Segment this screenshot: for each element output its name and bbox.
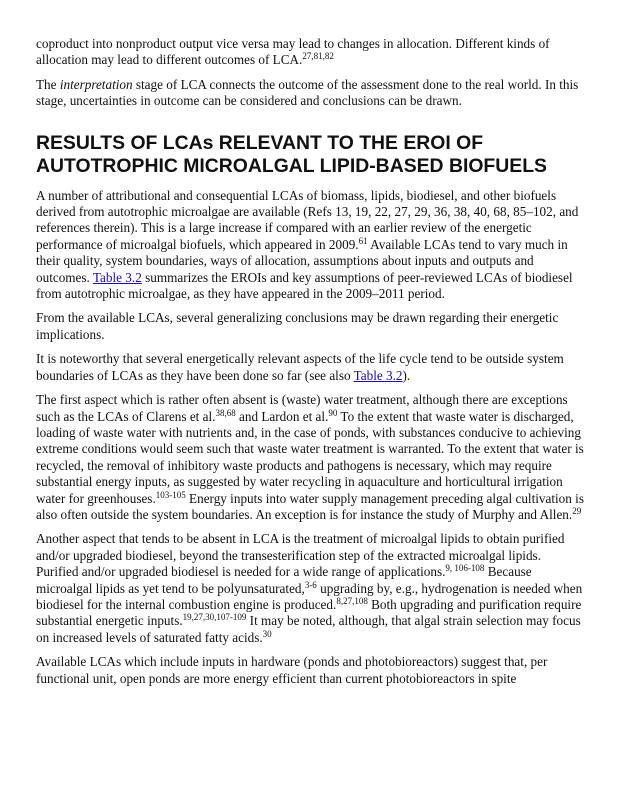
paragraph-text: coproduct into nonproduct output vice versa may lead to changes in allocation. Different kinds of allocation may lead to different outcomes of LCA. [36,36,550,68]
citation: 29 [572,505,582,516]
section-heading: RESULTS OF LCAs RELEVANT TO THE EROI OF AUTOTROPHIC MICROALGAL LIPID-BASED BIOFUELS [36,131,547,177]
citation: 8,27,108 [336,595,368,606]
paragraph-text: Available LCAs tend to vary much in their quality, system boundaries, ways of allocation, assumptions about inputs and outputs and outcomes. [36,236,568,285]
citation: 19,27,30,107-109 [182,612,247,623]
paragraph-text: To the extent that waste water is discharged, loading of waste water with nutrients and, in the case of ponds, with substances conducive to achieving extreme conditions would seem such that waste water treatment is warranted. To the extent that water is recycled, the removal of inhibitory waste products and pathogens is necessary, which may require substantial energy inputs, as suggested by water recycling in aquaculture and horticultural irrigation water for greenhouses. [36,408,584,506]
paragraph-conclusions: From the available LCAs, several generalizing conclusions may be drawn regarding their energetic implications. [36,310,559,342]
paragraph-text: Because microalgal lipids as yet tend to be polyunsaturated, [36,564,532,596]
citation: 27,81,82 [302,51,334,62]
paragraph-text: ). [402,367,411,383]
document-page [36,36,584,695]
citation: 103-105 [155,489,186,500]
paragraph-water-treatment [36,392,584,523]
table-3-2-link[interactable]: Table 3.2 [353,367,403,383]
paragraph-text: A number of attributional and consequential LCAs of biomass, lipids, biodiesel, and other biofuels derived from autotrophic microalgae are available (Refs 13, 19, 22, 27, 29, 36, 38, 40, 68, 85–102, and references therein). This is a large increase if compared with an earlier review of the energetic performance of microalgal biofuels, which appeared in 2009. [36,187,579,252]
paragraph-text: It is noteworthy that several energetically relevant aspects of the life cycle tend to be outside system boundaries of LCAs as they have been done so far (see also [36,351,564,383]
paragraph-available-lcas [36,188,584,303]
paragraph-text: It may be noted, although, that algal strain selection may focus on increased levels of saturated fatty acids. [36,613,581,645]
paragraph-system-boundaries [36,351,584,384]
emphasis-interpretation: interpretation [59,76,133,92]
paragraph-hardware-inputs: Available LCAs which include inputs in hardware (ponds and photobioreactors) suggest that, per functional unit, open ponds are more energy efficient than current photobioreactors in spite [36,654,548,686]
citation: 90 [328,407,338,418]
citation: 30 [262,628,272,639]
paragraph-text: The first aspect which is rather often absent is (waste) water treatment, although there are exceptions such as the LCAs of Clarens et al. [36,392,568,424]
citation: 61 [358,235,368,246]
paragraph-text: Another aspect that tends to be absent in LCA is the treatment of microalgal lipids to obtain purified and/or upgraded biodiesel, beyond the transesterification step of the extracted microalgal lipids. Purified and/or upgraded biodiesel is needed for a wide range of applications. [36,531,565,580]
citation: 3-6 [304,579,317,590]
citation: 38,68 [215,407,236,418]
paragraph-interpretation [36,77,584,110]
paragraph-text: summarizes the EROIs and key assumptions of peer-reviewed LCAs of biodiesel from autotrophic microalgae, as they have appeared in the 2009–2011 period. [36,269,573,302]
paragraph-text: Energy inputs into water supply management preceding algal cultivation is also often outside the system boundaries. An exception is for instance the study of Murphy and Allen. [36,490,584,522]
paragraph-text: Both upgrading and purification require substantial energetic inputs. [36,596,582,629]
paragraph-text: stage of LCA connects the outcome of the assessment done to the real world. In this stage, uncertainties in outcome can be considered and conclusions can be drawn. [36,76,579,109]
table-3-2-link[interactable]: Table 3.2 [92,269,142,285]
paragraph-text: The [36,76,60,92]
paragraph-text: and Lardon et al. [235,408,329,424]
paragraph-allocation [36,36,584,69]
citation: 9, 106-108 [445,563,485,574]
paragraph-text: upgrading by, e.g., hydrogenation is needed when biodiesel for the internal combustion engine is produced. [36,580,583,612]
paragraph-lipid-treatment [36,531,584,646]
